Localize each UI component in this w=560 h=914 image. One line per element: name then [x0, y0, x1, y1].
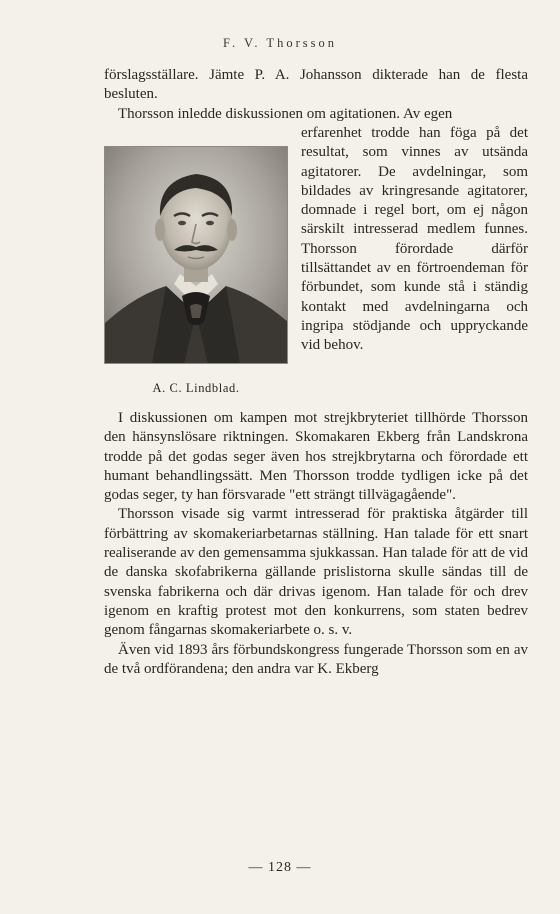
paragraph-continuation: förslagsställare. Jämte P. A. Johansson dikterade han de flesta besluten.	[104, 67, 528, 103]
page-number: — 128 —	[248, 860, 312, 875]
running-head: F. V. Thorsson	[223, 36, 337, 50]
paragraph-congress-1893: Även vid 1893 års förbundskongress fungerade Thorsson som en av de två ordförandena; den andra var K. Ekberg	[104, 641, 528, 677]
portrait-photo	[104, 146, 288, 364]
wrapped-text-column	[301, 124, 528, 356]
top-text-block	[104, 66, 528, 124]
paragraph-agitation-continued: erfarenhet trodde han föga på det resultat, som vinnes av utsända agitatorer. De avdelningar, som bildades av kringresande agitatorer, domnade i regel bort, om ej någon särskilt intresserad medlem funnes. Thorsson förordade därför tillsättandet av en förtroendeman för förbundet, som kunde stå i ständig kontakt med avdelningarna och ingripa stödjande och uppryckande vid behov.	[301, 125, 528, 354]
paragraph-strike-breaking: I diskussionen om kampen mot strejkbryteriet tillhörde Thorsson den hänsynslösare riktningen. Skomakaren Ekberg från Landskrona trodde på det godas seger även hos strejkbrytarna och förordade ett humant behandlingssätt. Men Thorsson trodde tydligen icke på det godas seger, ty han försvarade "ett strängt tillvägagående".	[104, 410, 528, 504]
portrait-caption: A. C. Lindblad.	[152, 381, 240, 395]
paragraph-agitation-opening: Thorsson inledde diskussionen om agitationen. Av egen	[118, 105, 453, 122]
paragraph-practical-measures: Thorsson visade sig varmt intresserad för praktiska åtgärder till förbättring av skomakeriarbetarnas ställning. Han talade för ett snart realiserande av den gemensamma sjukkassan. Han talade för att de vid de danska skofabrikerna gällande prislistorna skulle sändas till de svenska fabrikerna och där drivas igenom. Han talade för och drev igenom en kraftig protest mot den konkurrens, som staten bedrev genom fångarnas skomakeriarbete o. s. v.	[104, 506, 528, 639]
portrait-illustration	[104, 146, 288, 364]
bottom-text-block	[104, 409, 528, 679]
